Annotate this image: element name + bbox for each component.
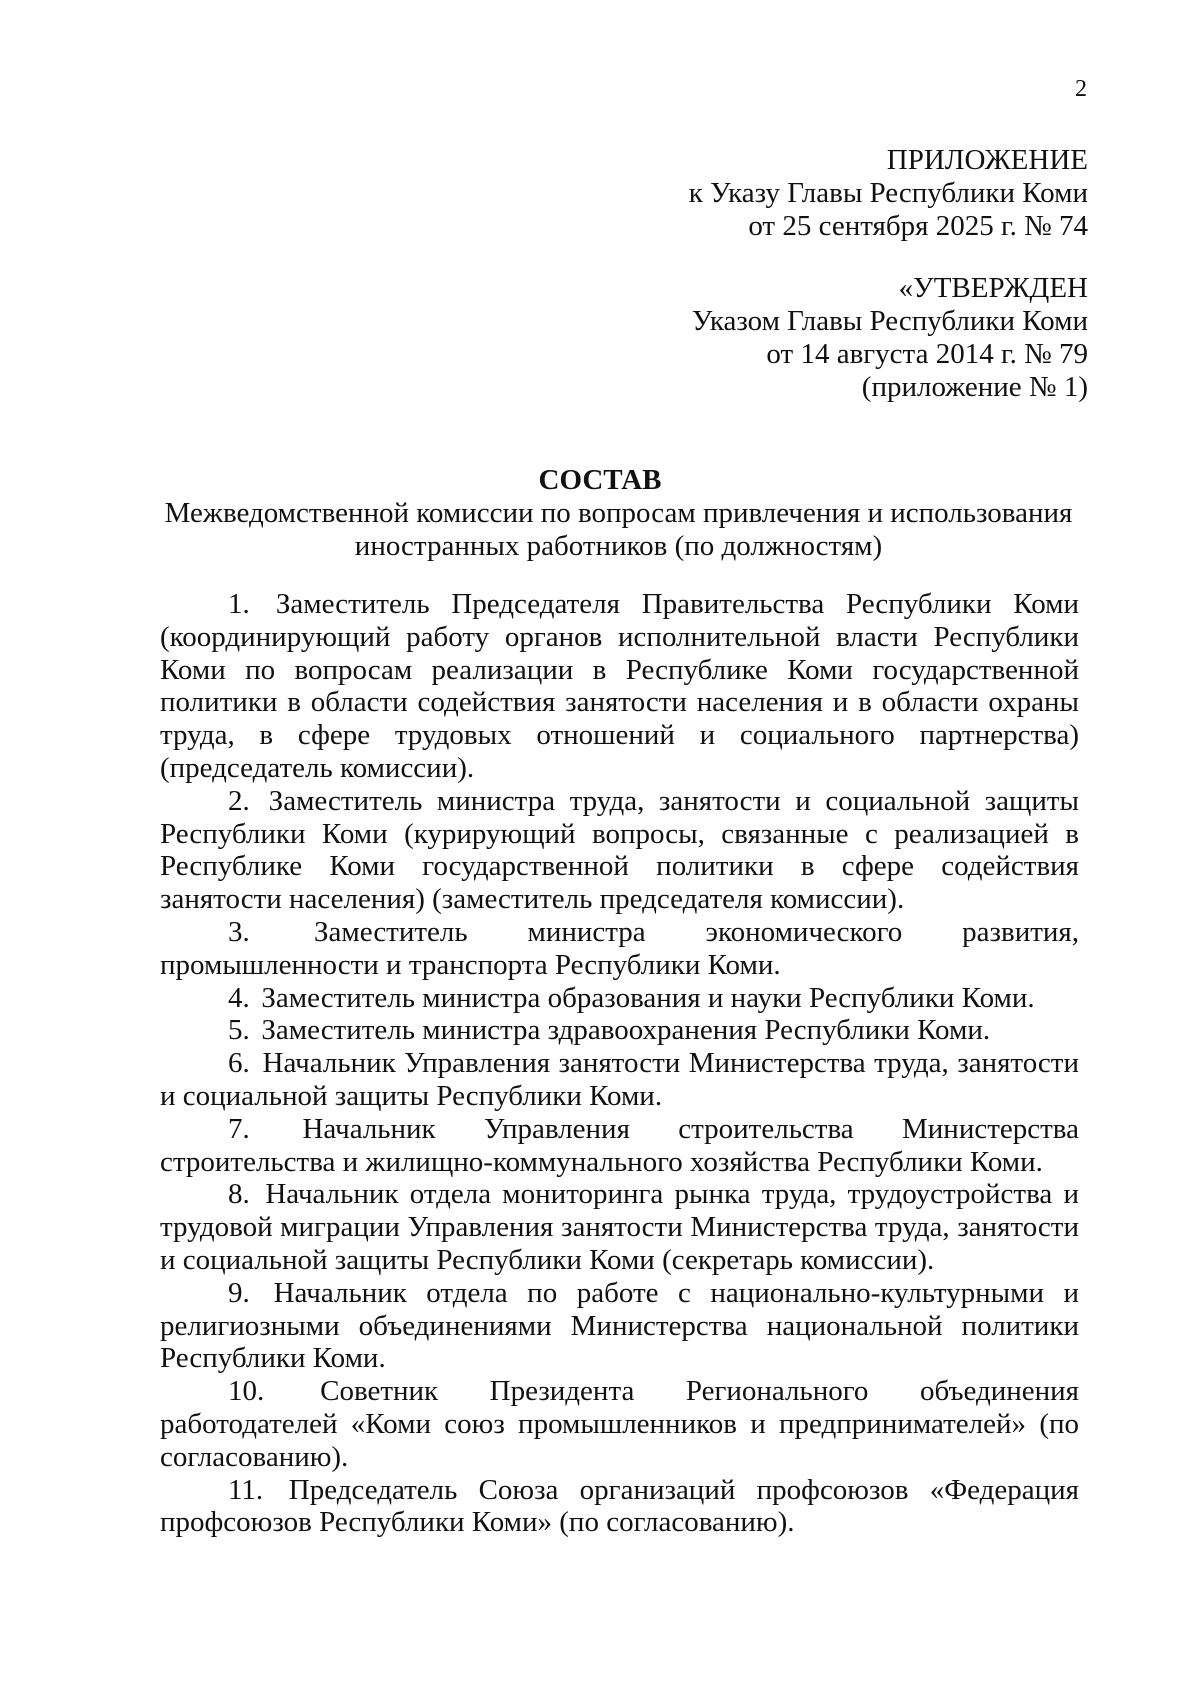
item-text: Начальник отдела по работе с национально-культурными и религиозными объединениями Министерства национальной политики Республики Коми. (160, 1276, 1080, 1375)
appendix-header (689, 144, 1088, 243)
item-number: 1. (228, 588, 250, 620)
document-subtitle: Межведомственной комиссии по вопросам привлечения и использования иностранных работников (по должностям) (164, 497, 1073, 562)
item-number: 6. (228, 1047, 250, 1080)
item-text: Начальник отдела мониторинга рынка труда, трудоустройства и трудовой миграции Управления занятости Министерства труда, занятости и социальной защиты Республики Коми (секретарь комиссии). (160, 1178, 1079, 1276)
item-text: Заместитель министра образования и науки Республики Коми. (261, 981, 1035, 1014)
approved-line: Указом Главы Республики Коми (691, 305, 1088, 337)
item-number: 10. (228, 1375, 265, 1408)
item-number: 9. (228, 1276, 250, 1309)
item-text: Заместитель министра здравоохранения Республики Коми. (261, 1014, 991, 1047)
page-number: 2 (1075, 76, 1087, 102)
item-text: Заместитель министра экономического развития, промышленности и транспорта Республики Коми. (160, 915, 1079, 981)
list-item (160, 1277, 1079, 1375)
list-item (160, 1375, 1079, 1473)
document-title: СОСТАВ (538, 464, 662, 496)
item-number: 3. (228, 915, 250, 948)
approved-line: (приложение № 1) (861, 371, 1088, 403)
list-item (160, 1014, 1079, 1047)
item-number: 5. (228, 1014, 250, 1047)
item-text: Заместитель Председателя Правительства Республики Коми (координирующий работу органов исполнительной власти Республики Коми по вопросам реализации в Республике Коми государственной политики в области содействия занятости населения и в области охраны труда, в сфере трудовых отношений и социального партнерства) (председатель комиссии). (160, 588, 1080, 784)
item-number: 11. (228, 1473, 264, 1506)
list-item (160, 982, 1079, 1015)
approved-line: от 14 августа 2014 г. № 79 (766, 338, 1088, 370)
approved-line: «УТВЕРЖДЕН (898, 272, 1088, 304)
appendix-line: к Указу Главы Республики Коми (688, 177, 1088, 209)
item-text: Начальник Управления занятости Министерства труда, занятости и социальной защиты Республики Коми. (160, 1047, 1079, 1112)
item-number: 2. (228, 784, 250, 817)
item-text: Заместитель министра труда, занятости и социальной защиты Республики Коми (курирующий вопросы, связанные с реализацией в Республике Коми государственной политики в сфере содействия занятости населения) (заместитель председателя комиссии). (160, 784, 1080, 916)
list-item (160, 1113, 1079, 1179)
approved-header (692, 272, 1088, 404)
list-item (160, 785, 1079, 916)
item-text: Советник Президента Регионального объединения работодателей «Коми союз промышленников и предпринимателей» (по согласованию). (160, 1375, 1079, 1473)
list-item (160, 1474, 1079, 1540)
list-item (160, 916, 1079, 982)
item-text: Начальник Управления строительства Министерства строительства и жилищно-коммунального хозяйства Республики Коми. (160, 1112, 1079, 1178)
item-number: 8. (228, 1178, 250, 1211)
item-number: 4. (228, 981, 250, 1014)
appendix-line: от 25 сентября 2025 г. № 74 (748, 210, 1088, 242)
list-item (160, 1047, 1079, 1113)
list-item (160, 1178, 1079, 1276)
appendix-line: ПРИЛОЖЕНИЕ (886, 144, 1088, 176)
list-item (160, 588, 1079, 785)
item-number: 7. (228, 1112, 250, 1145)
members-list (160, 588, 1079, 1539)
item-text: Председатель Союза организаций профсоюзов «Федерация профсоюзов Республики Коми» (по согласованию). (160, 1473, 1079, 1539)
